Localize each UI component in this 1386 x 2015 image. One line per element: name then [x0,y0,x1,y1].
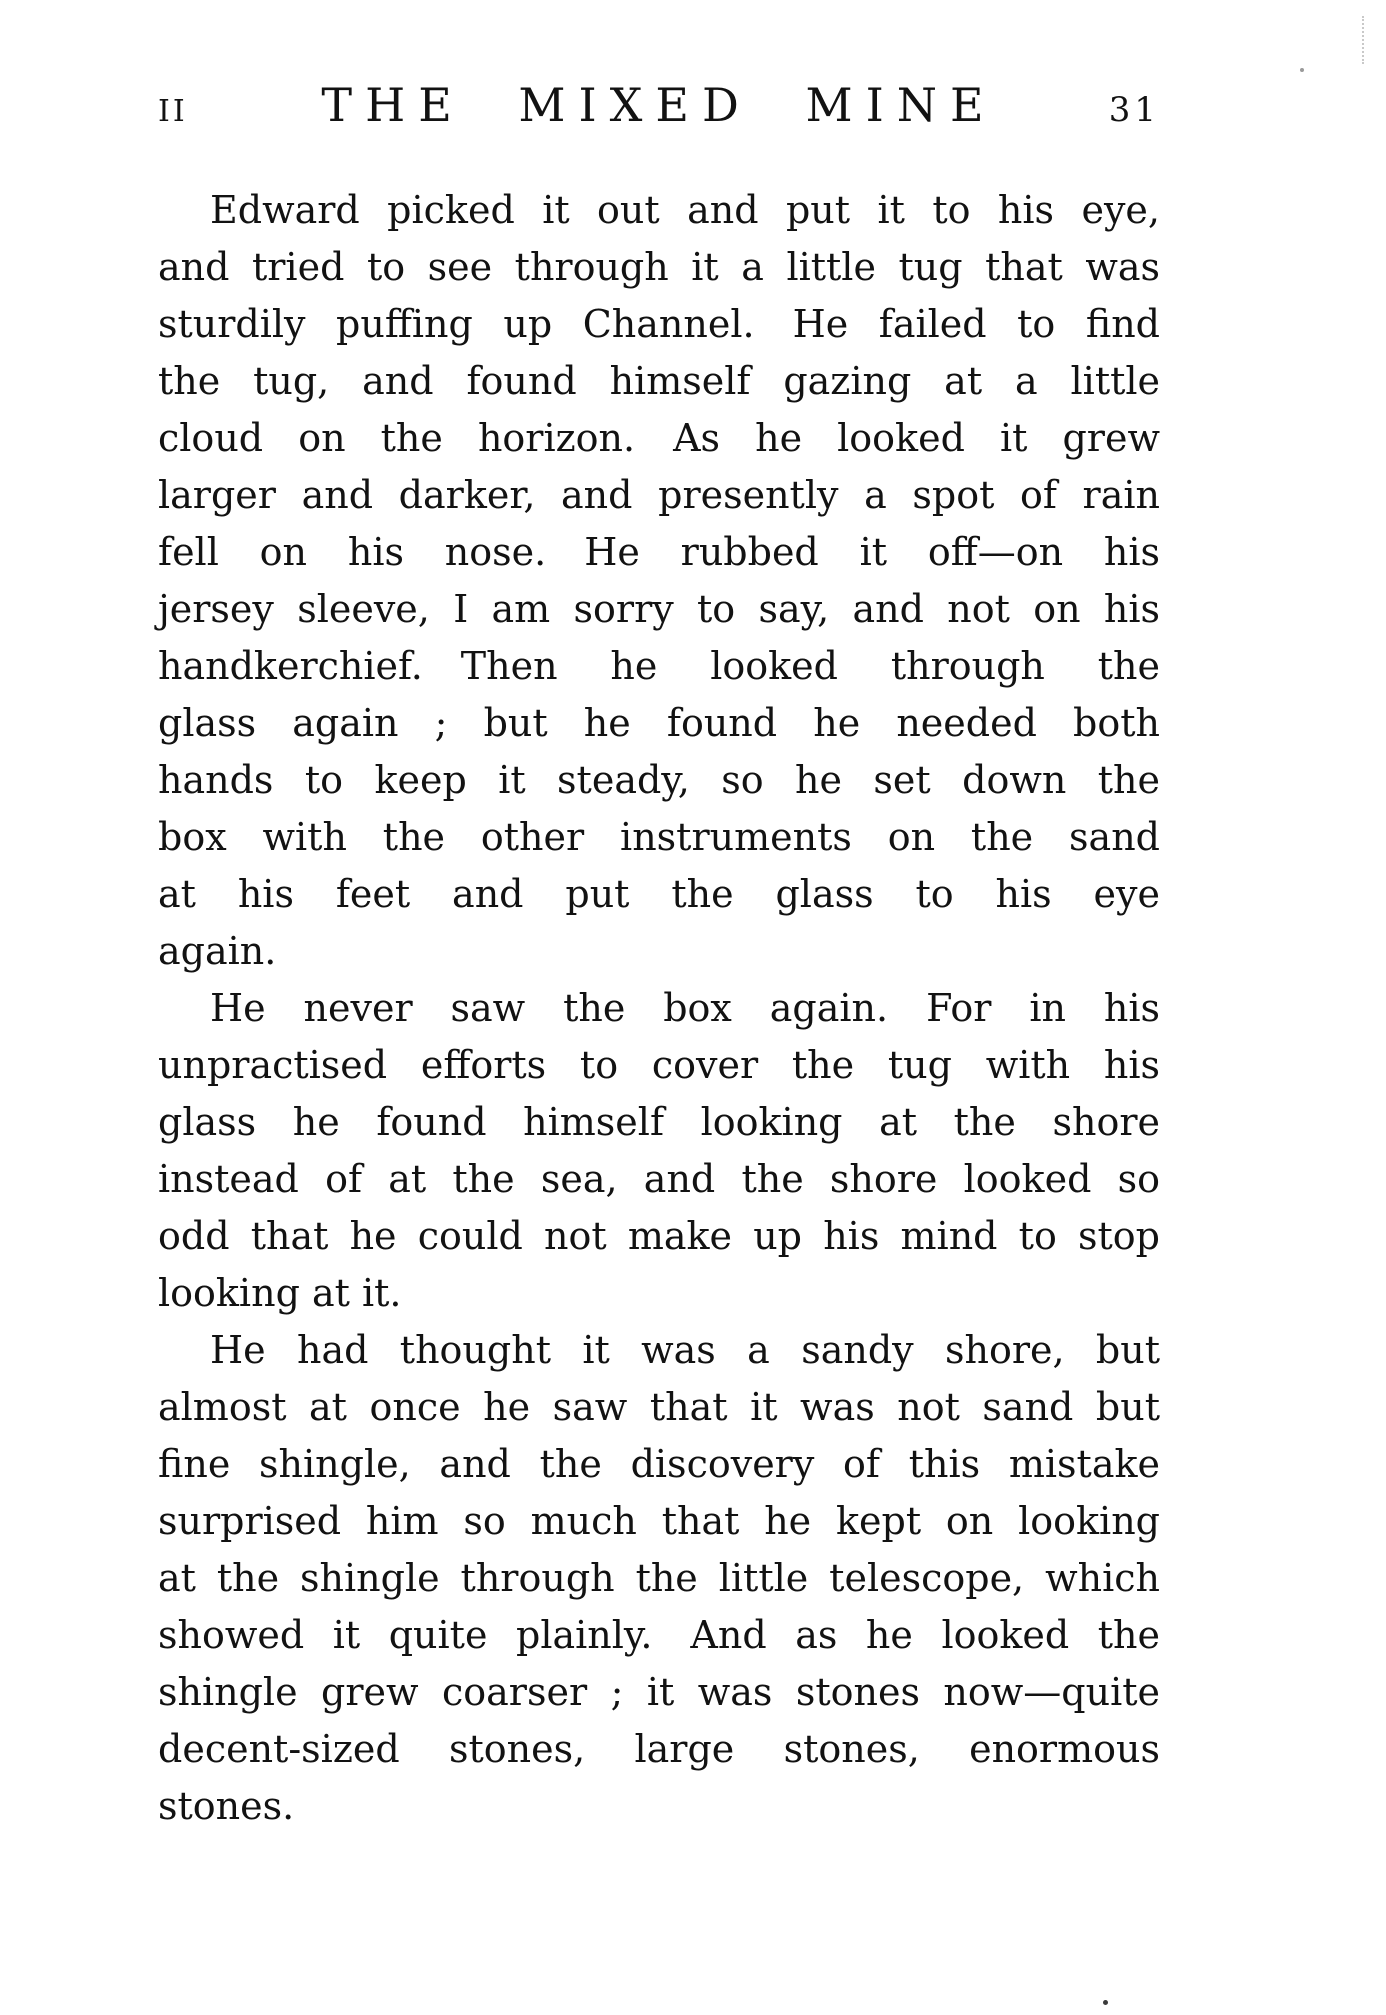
text-column [158,78,1160,1835]
text-line: and tried to see through it a little tug that was [158,245,1160,289]
text-line: surprised him so much that he kept on looking [158,1499,1160,1543]
text-line: shingle grew coarser ; it was stones now—quite [158,1670,1160,1714]
text-line: He never saw the box again. For in his [210,986,1160,1030]
text-line: decent-sized stones, large stones, enormous [158,1727,1160,1771]
text-line: handkerchief. Then he looked through the [158,644,1160,688]
text-line: hands to keep it steady, so he set down the [158,758,1160,802]
text-line: sturdily puffing up Channel. He failed to find [158,302,1160,346]
paragraph [158,980,1160,1322]
text-line: fell on his nose. He rubbed it off—on his [158,530,1160,574]
body-text [158,182,1160,1835]
text-line: stones. [158,1784,295,1828]
text-line: showed it quite plainly. And as he looked the [158,1613,1160,1657]
paragraph [158,1322,1160,1835]
text-line: at his feet and put the glass to his eye [158,872,1160,916]
text-line: Edward picked it out and put it to his eye, [210,188,1160,232]
text-line: jersey sleeve, I am sorry to say, and not on his [158,587,1160,631]
text-line: cloud on the horizon. As he looked it grew [158,416,1160,460]
text-line: He had thought it was a sandy shore, but [210,1328,1160,1372]
page-number: 31 [1108,90,1160,130]
text-line: unpractised efforts to cover the tug with his [158,1043,1160,1087]
text-line: instead of at the sea, and the shore looked so [158,1157,1160,1201]
running-header [158,78,1160,132]
text-line: glass again ; but he found he needed both [158,701,1160,745]
text-line: larger and darker, and presently a spot of rain [158,473,1160,517]
text-line: glass he found himself looking at the shore [158,1100,1160,1144]
text-line: at the shingle through the little telescope, which [158,1556,1160,1600]
text-line: the tug, and found himself gazing at a little [158,359,1160,403]
text-line: odd that he could not make up his mind to stop [158,1214,1160,1258]
scan-dot-artifact-top [1300,68,1304,72]
chapter-number: II [158,94,188,129]
scan-dot-artifact-bottom [1103,2000,1108,2005]
text-line: box with the other instruments on the sand [158,815,1160,859]
running-title: THE MIXED MINE [321,78,997,132]
text-line: again. [158,929,277,973]
scan-edge-artifact [1362,16,1364,64]
paragraph [158,182,1160,980]
text-line: fine shingle, and the discovery of this mistake [158,1442,1160,1486]
text-line: almost at once he saw that it was not sand but [158,1385,1160,1429]
text-line: looking at it. [158,1271,402,1315]
